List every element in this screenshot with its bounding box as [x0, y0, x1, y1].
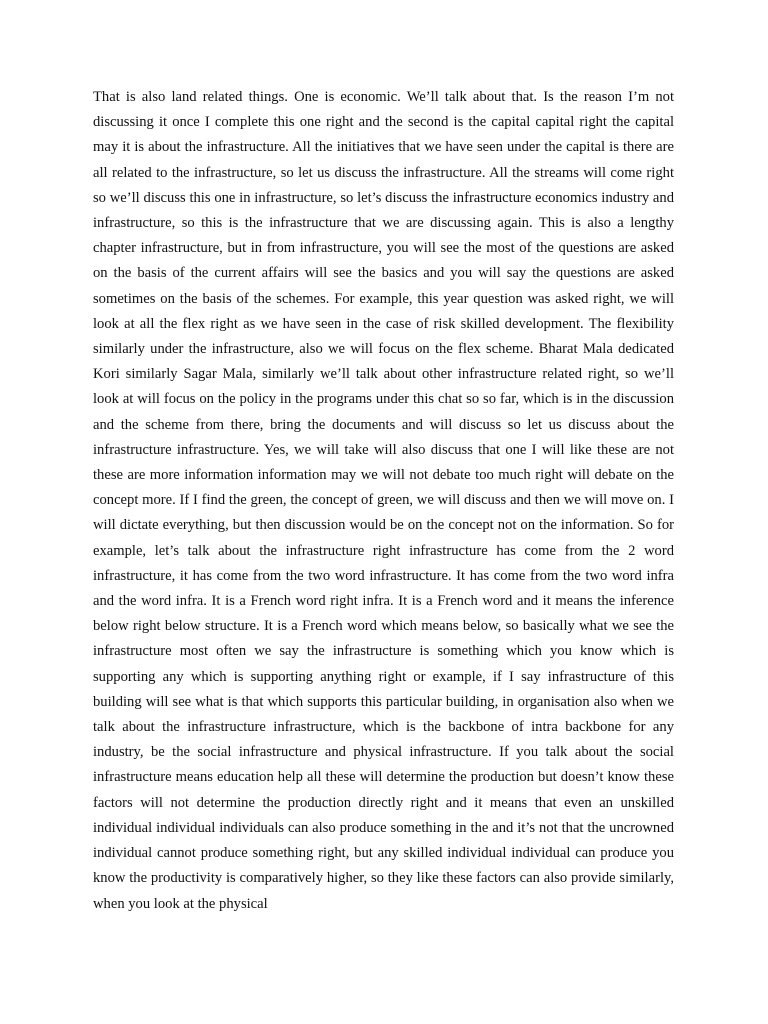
body-paragraph: That is also land related things. One is economic. We’ll talk about that. Is the reason I’m not discussing it once I complete this one right and the second is the capital capital right the capital may it is about the infrastructure. All the initiatives that we have seen under the capital is there are all related to the infrastructure, so let us discuss the infrastructure. All the streams will come right so we’ll discuss this one in infrastructure, so let’s discuss the infrastructure economics industry and infrastructure, so this is the infrastructure that we are discussing again. This is also a lengthy chapter infrastructure, but in from infrastructure, you will see the most of the questions are asked on the basis of the current affairs will see the basics and you will say the questions are asked sometimes on the basis of the schemes. For example, this year question was asked right, we will look at all the flex right as we have seen in the case of risk skilled development. The flexibility similarly under the infrastructure, also we will focus on the flex scheme. Bharat Mala dedicated Kori similarly Sagar Mala, similarly we’ll talk about other infrastructure related right, so we’ll look at will focus on the policy in the programs under this chat so so far, which is in the discussion and the scheme from there, bring the documents and will discuss so let us discuss about the infrastructure infrastructure. Yes, we will take will also discuss that one I will like these are not these are more information information may we will not debate too much right will debate on the concept more. If I find the green, the concept of green, we will discuss and then we will move on. I will dictate everything, but then discussion would be on the concept not on the information. So for example, let’s talk about the infrastructure right infrastructure has come from the 2 word infrastructure, it has come from the two word infrastructure. It has come from the two word infra and the word infra. It is a French word right infra. It is a French word and it means the inference below right below structure. It is a French word which means below, so basically what we see the infrastructure most often we say the infrastructure is something which you know which is supporting any which is supporting anything right or example, if I say infrastructure of this building will see what is that which supports this particular building, in organisation also when we talk about the infrastructure infrastructure, which is the backbone of intra backbone for any industry, be the social infrastructure and physical infrastructure. If you talk about the social infrastructure means education help all these will determine the production but doesn’t know these factors will not determine the production directly right and it means that even an unskilled individual individual individuals can also produce something in the and it’s not that the uncrowned individual cannot produce something right, but any skilled individual individual can produce you know the productivity is comparatively higher, so they like these factors can also provide similarly, when you look at the physical — [93, 89, 674, 912]
